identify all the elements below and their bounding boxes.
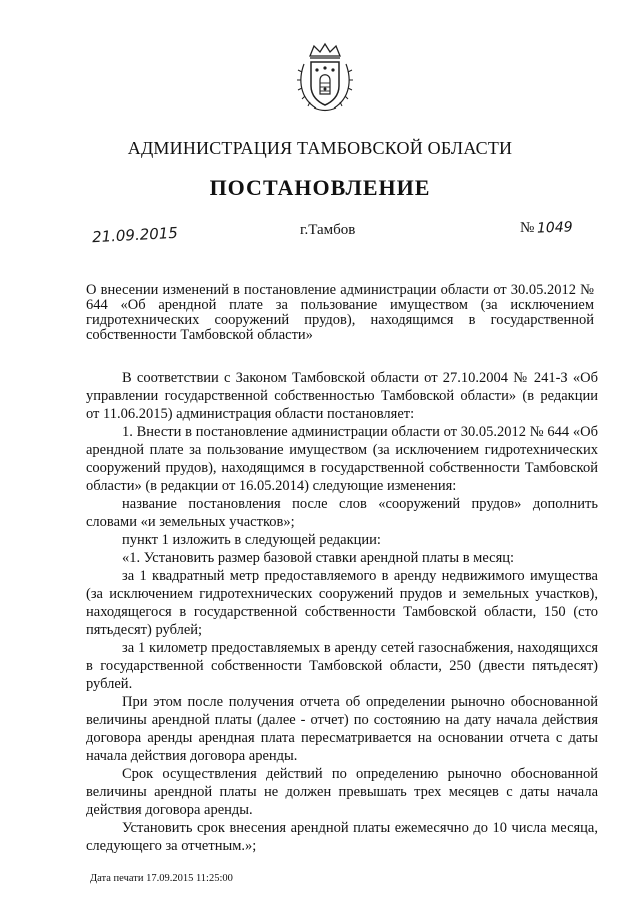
handwritten-number: 1049 (537, 219, 574, 237)
print-date: Дата печати 17.09.2015 11:25:00 (90, 873, 233, 884)
handwritten-date: 21.09.2015 (91, 223, 179, 247)
resolution-body (86, 369, 598, 855)
number-sign: № (520, 220, 535, 236)
body-paragraph: 1. Внести в постановление администрации области от 30.05.2012 № 644 «Об арендной плате за пользование имуществом (за исключением гидротехнических сооружений прудов), находящимся в государственной собственности Тамбовской области» (в редакции от 16.05.2014) следующие изменения: (86, 424, 598, 494)
coat-of-arms-icon (296, 42, 354, 114)
body-paragraph: название постановления после слов «сооружений прудов» дополнить словами «и земельных участков»; (86, 496, 598, 530)
body-paragraph: При этом после получения отчета об определении рыночно обоснованной величины арендной платы (далее - отчет) по состоянию на дату начала действия договора аренды арендная плата пересматривается на основании отчета с даты начала действия договора аренды. (86, 694, 598, 764)
document-type-heading: ПОСТАНОВЛЕНИЕ (209, 175, 431, 200)
organization-name: АДМИНИСТРАЦИЯ ТАМБОВСКОЙ ОБЛАСТИ (127, 138, 513, 158)
body-paragraph: Срок осуществления действий по определению рыночно обоснованной величины арендной платы не должен превышать трех месяцев с даты начала действия договора аренды. (86, 766, 598, 818)
body-paragraph: за 1 километр предоставляемых в аренду сетей газоснабжения, находящихся в государственной собственности Тамбовской области, 250 (двести пятьдесят) рублей. (86, 640, 598, 692)
city-name: г.Тамбов (300, 222, 356, 238)
body-paragraph: «1. Установить размер базовой ставки арендной платы в месяц: (122, 550, 515, 566)
document-number (520, 220, 573, 237)
body-paragraph: Установить срок внесения арендной платы ежемесячно до 10 числа месяца, следующего за отчетным.»; (86, 820, 598, 854)
body-paragraph: пункт 1 изложить в следующей редакции: (122, 532, 381, 548)
body-paragraph: за 1 квадратный метр предоставляемого в аренду недвижимого имущества (за исключением гидротехнических сооружений прудов и земельных участков), находящегося в государственной собственности Тамбовской области, 150 (сто пятьдесят) рублей; (86, 568, 598, 638)
resolution-title: О внесении изменений в постановление администрации области от 30.05.2012 № 644 «Об арендной плате за пользование имуществом (за исключением гидротехнических сооружений прудов), находящимся в государственной собственности Тамбовской области» (86, 282, 594, 343)
body-paragraph: В соответствии с Законом Тамбовской области от 27.10.2004 № 241-З «Об управлении государственной собственностью Тамбовской области» (в редакции от 11.06.2015) администрация области постановляет: (86, 370, 598, 422)
